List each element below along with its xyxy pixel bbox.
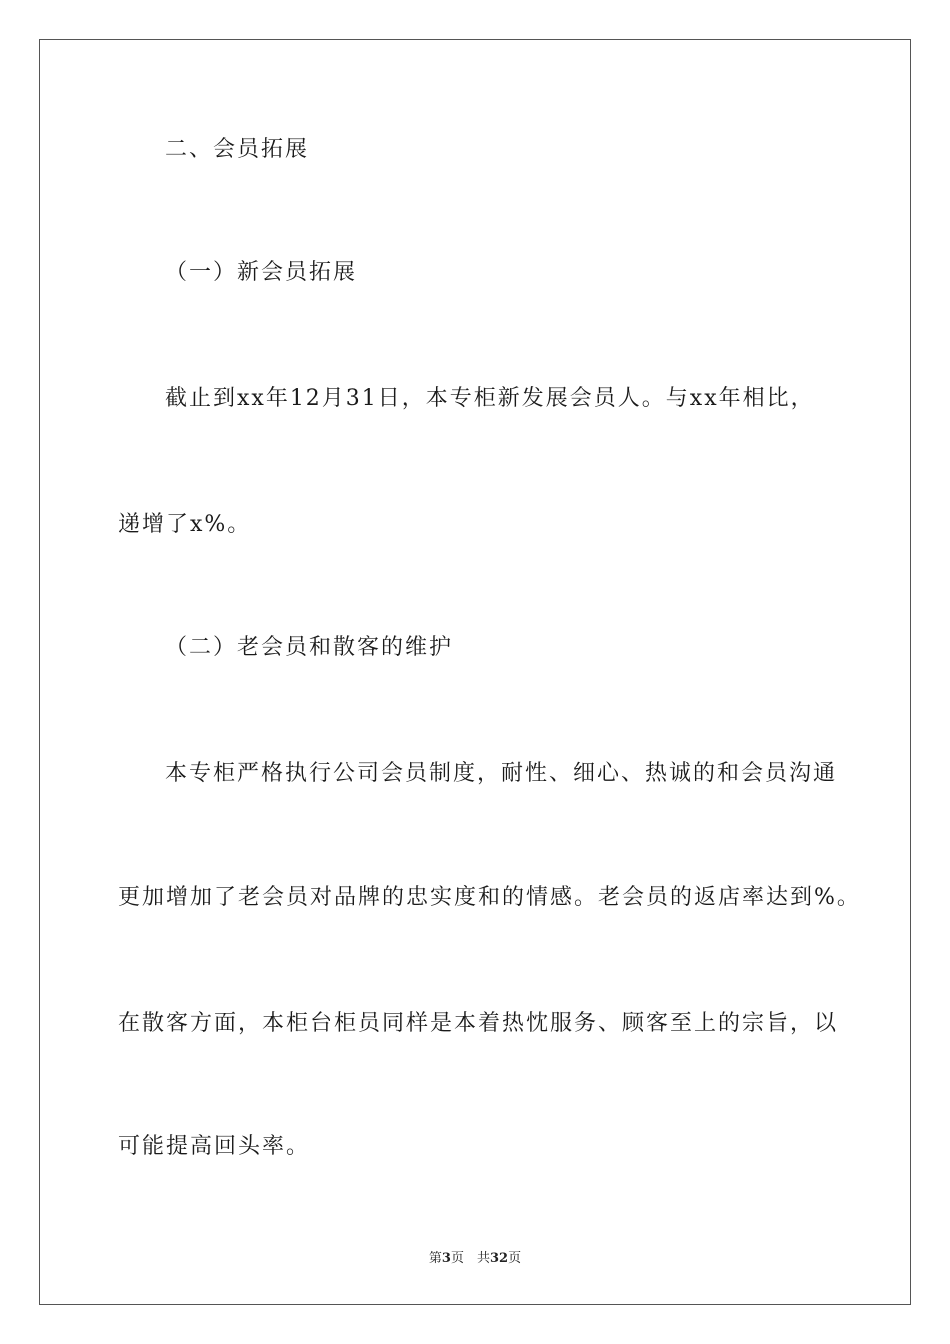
paragraph-line: 可能提高回头率。 <box>118 1134 311 1159</box>
page-number-footer <box>0 1247 950 1266</box>
current-page-number: 3 <box>441 1251 451 1266</box>
subsection-heading-old-members: （二）老会员和散客的维护 <box>165 635 454 660</box>
paragraph-line: 在散客方面，本柜台柜员同样是本着热忱服务、顾客至上的宗旨，以 <box>118 1011 839 1036</box>
total-page-number: 32 <box>489 1251 509 1266</box>
footer-mid: 页 共 <box>450 1251 490 1266</box>
section-heading: 二、会员拓展 <box>165 137 310 162</box>
paragraph-line: 截止到xx年12月31日，本专柜新发展会员人。与xx年相比， <box>165 386 815 411</box>
paragraph-line: 本专柜严格执行公司会员制度，耐性、细心、热诚的和会员沟通 <box>165 761 838 786</box>
page-border <box>39 39 911 1305</box>
footer-prefix: 第 <box>428 1251 442 1266</box>
subsection-heading-new-members: （一）新会员拓展 <box>165 260 358 285</box>
footer-suffix: 页 <box>508 1251 522 1266</box>
paragraph-line: 更加增加了老会员对品牌的忠实度和的情感。老会员的返店率达到%。 <box>118 885 861 910</box>
paragraph-line: 递增了x%。 <box>118 512 252 537</box>
